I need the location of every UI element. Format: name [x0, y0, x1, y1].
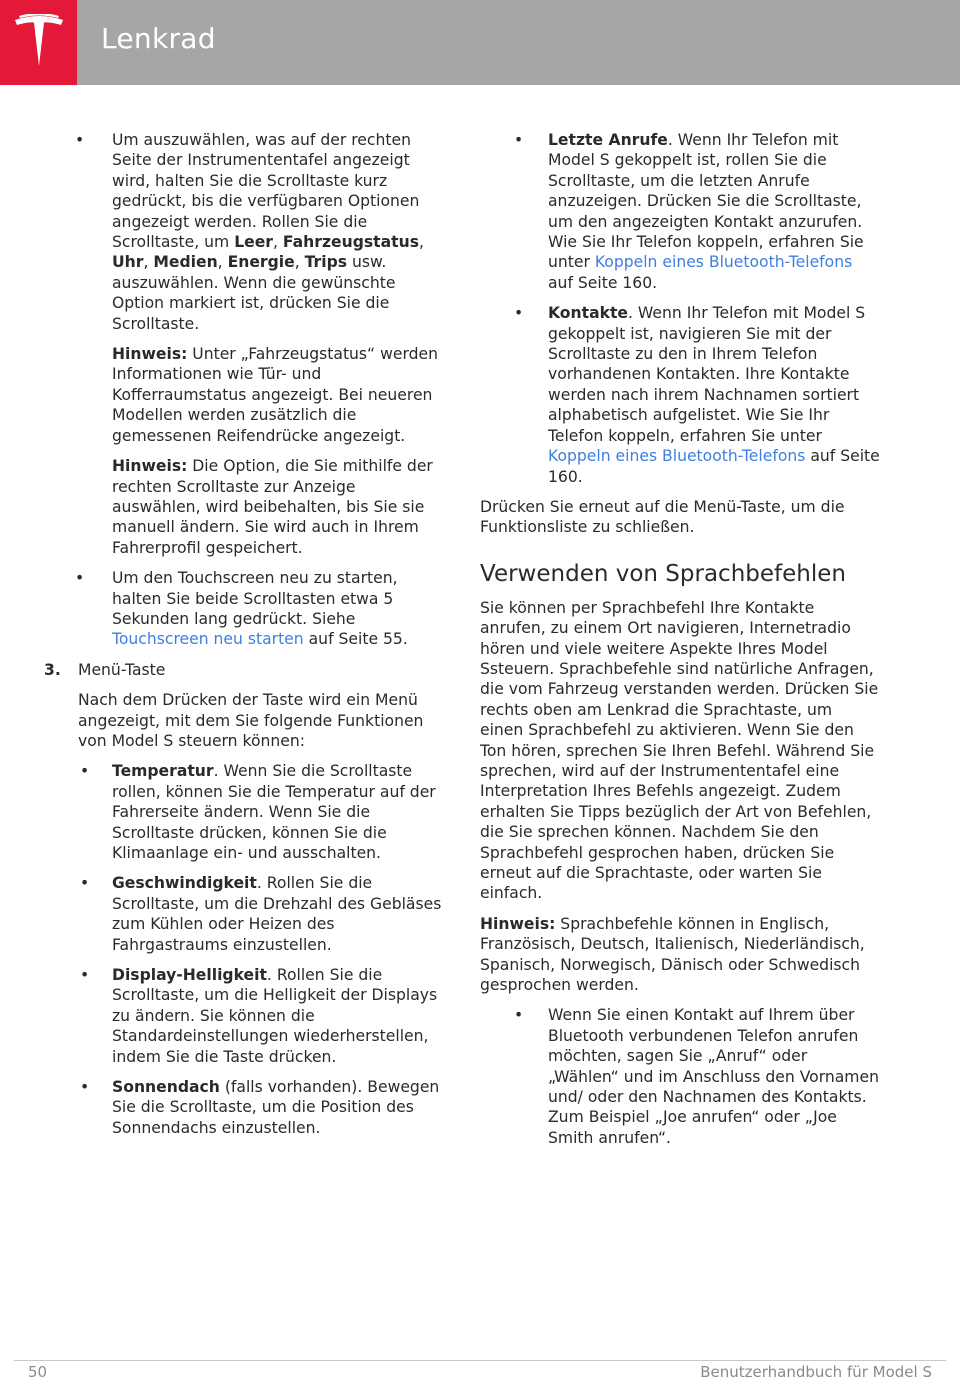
- bullet-icon: •: [80, 874, 90, 893]
- paragraph: Drücken Sie erneut auf die Menü-Taste, um die Funktionsliste zu schließen.: [480, 497, 845, 537]
- numbered-item: 3. Menü-Taste: [44, 660, 166, 679]
- note: Hinweis: Die Option, die Sie mithilfe der rechten Scrolltaste zur Anzeige auswählen, wird beibehalten, bis Sie sie manuell ändern. Sie wird auch in Ihrem Fahrerprofil gespeichert.: [112, 457, 433, 557]
- list-item: • Geschwindigkeit. Rollen Sie die Scrolltaste, um die Drehzahl des Gebläses zum Kühlen oder Heizen des Fahrgastraums einzustellen.: [80, 874, 442, 954]
- footer-divider: [14, 1360, 946, 1361]
- left-column: [44, 130, 444, 1148]
- list-item: • Wenn Sie einen Kontakt auf Ihrem über Bluetooth verbundenen Telefon anrufen möchten, sagen Sie „Anruf“ oder „Wählen“ und im Anschluss den Vornamen und/ oder den Nachnamen des Kontakts. Zum Beispiel „Joe anrufen“ oder „Joe Smith anrufen“.: [514, 1006, 879, 1147]
- page-number: 50: [28, 1363, 48, 1381]
- bullet-icon: •: [80, 1078, 90, 1097]
- link-touchscreen-restart[interactable]: Touchscreen neu starten: [112, 630, 304, 649]
- bullet-icon: •: [514, 131, 524, 149]
- list-item: • Display-Helligkeit. Rollen Sie die Scrolltaste, um die Helligkeit der Displays zu ändern. Sie können die Standardeinstellungen wiederherstellen, indem Sie die Taste drücken.: [80, 966, 438, 1066]
- bullet-icon: •: [75, 131, 85, 149]
- bullet-icon: •: [514, 304, 524, 323]
- note: Hinweis: Sprachbefehle können in Englisch, Französisch, Deutsch, Italienisch, Niederländisch, Spanisch, Norwegisch, Dänisch oder Schwedisch gesprochen werden.: [480, 914, 865, 995]
- tesla-logo-icon: [11, 14, 67, 72]
- bullet-icon: •: [514, 1006, 524, 1025]
- right-column: [480, 130, 880, 1158]
- list-item: • Temperatur. Wenn Sie die Scrolltaste rollen, können Sie die Temperatur auf der Fahrerseite ändern. Wenn Sie die Scrolltaste drücken, können Sie die Klimaanlage ein- und ausschalten.: [80, 762, 436, 862]
- list-item: • Sonnendach (falls vorhanden). Bewegen Sie die Scrolltaste, um die Position des Sonnendachs einzustellen.: [80, 1078, 440, 1137]
- list-item: • Kontakte. Wenn Ihr Telefon mit Model S gekoppelt ist, navigieren Sie mit der Scrolltaste zu den in Ihrem Telefon vorhandenen Kontakten. Ihre Kontakte werden nach ihrem Nachnamen sortiert alphabetisch aufgelistet. Wie Sie Ihr Telefon koppeln, erfahren Sie unter Koppeln eines Bluetooth-Telefons auf Seite 160.: [514, 304, 880, 486]
- list-item: • Letzte Anrufe. Wenn Ihr Telefon mit Model S gekoppelt ist, rollen Sie die Scrolltaste, um die letzten Anrufe anzuzeigen. Drücken Sie die Scrolltaste, um den angezeigten Kontakt anzurufen. Wie Sie Ihr Telefon koppeln, erfahren Sie unter Koppeln eines Bluetooth-Telefons auf Seite 160.: [514, 131, 864, 292]
- section-heading: Verwenden von Sprachbefehlen: [480, 560, 846, 587]
- link-bluetooth-pairing[interactable]: Koppeln eines Bluetooth-Telefons: [594, 253, 853, 272]
- bullet-icon: •: [80, 762, 90, 781]
- page-header: [0, 0, 960, 85]
- note: Hinweis: Unter „Fahrzeugstatus“ werden Informationen wie Tür- und Kofferraumstatus angezeigt. Bei neueren Modellen werden zusätzlich die gemessenen Reifendrücke angezeigt.: [112, 345, 438, 445]
- link-bluetooth-pairing[interactable]: Koppeln eines Bluetooth-Telefons: [548, 447, 806, 466]
- page-title: Lenkrad: [101, 22, 216, 55]
- paragraph: Sie können per Sprachbefehl Ihre Kontakte anrufen, zu einem Ort navigieren, Internetradio hören und viele weitere Aspekte Ihres Model Ssteuern. Sprachbefehle sind natürliche Anfragen, die vom Fahrzeug verstanden werden. Drücken Sie rechts oben am Lenkrad die Sprachtaste, um einen Sprachbefehl zu aktivieren. Wenn Sie den Ton hören, sprechen Sie Ihren Befehl. Während Sie sprechen, wird auf der Instrumententafel eine Interpretation Ihres Befehls angezeigt. Zudem erhalten Sie Tipps bezüglich der Art von Befehlen, die Sie sprechen können. Nachdem Sie den Sprachbefehl gesprochen haben, drücken Sie erneut auf die Sprachtaste, oder warten Sie einfach.: [480, 598, 879, 903]
- bullet-icon: •: [80, 966, 90, 985]
- bullet-icon: •: [75, 569, 85, 588]
- paragraph: Nach dem Drücken der Taste wird ein Menü angezeigt, mit dem Sie folgende Funktionen von Model S steuern können:: [78, 691, 424, 750]
- list-item: • Um den Touchscreen neu zu starten, halten Sie beide Scrolltasten etwa 5 Sekunden lang gedrückt. Siehe Touchscreen neu starten auf Seite 55.: [75, 569, 408, 649]
- list-item: • Um auszuwählen, was auf der rechten Seite der Instrumententafel angezeigt wird, halten Sie die Scrolltaste kurz gedrückt, bis die verfügbaren Optionen angezeigt werden. Rollen Sie die Scrolltaste, um Leer, Fahrzeugstatus, Uhr, Medien, Energie, Trips usw. auszuwählen. Wenn die gewünschte Option markiert ist, drücken Sie die Scrolltaste.: [75, 131, 424, 333]
- manual-title: Benutzerhandbuch für Model S: [700, 1363, 932, 1381]
- brand-logo: [0, 0, 77, 85]
